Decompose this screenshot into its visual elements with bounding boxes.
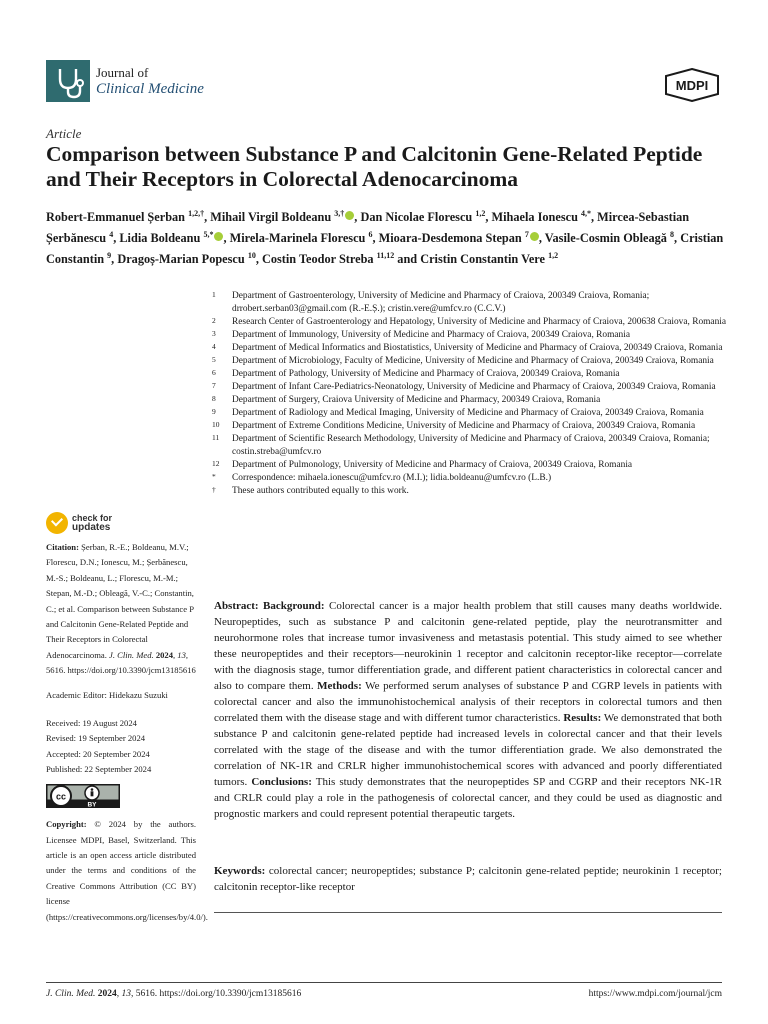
affiliation-number: 7 xyxy=(212,381,216,390)
citation-journal: J. Clin. Med. xyxy=(109,649,154,660)
author-affiliation-marker: 8 xyxy=(670,230,675,240)
affiliation-list xyxy=(212,290,727,498)
author-separator: , xyxy=(111,252,118,267)
abstract-label: Abstract: xyxy=(214,600,259,612)
affiliation-number: 6 xyxy=(212,368,216,377)
author-separator: , xyxy=(354,210,361,225)
orcid-icon[interactable] xyxy=(530,232,539,241)
author-affiliation-marker: 9 xyxy=(107,251,112,261)
cc-text: cc xyxy=(55,791,67,802)
stethoscope-icon xyxy=(46,60,90,102)
affiliation-item xyxy=(212,459,727,472)
affiliation-number: 10 xyxy=(212,420,220,429)
affiliation-text: Department of Scientific Research Methodology, University of Medicine and Pharmacy of Craiova, 200349 Craiova, Romania; costin.streba@umfcv.ro xyxy=(232,434,710,457)
affiliation-text: Department of Radiology and Medical Imaging, University of Medicine and Pharmacy of Craiova, 200349 Craiova, Romania xyxy=(232,408,704,418)
author-name[interactable]: Mihail Virgil Boldeanu xyxy=(210,210,332,225)
check-icon xyxy=(46,512,68,534)
affiliation-number: 9 xyxy=(212,407,216,416)
date-published: Published: 22 September 2024 xyxy=(46,764,152,775)
affiliation-number: 2 xyxy=(212,316,216,325)
affiliation-item xyxy=(212,407,727,420)
author-affiliation-marker: 10 xyxy=(247,251,256,261)
affiliation-item xyxy=(212,420,727,433)
orcid-icon[interactable] xyxy=(345,211,354,220)
author-affiliation-marker: 5,* xyxy=(203,230,214,240)
citation-year: 2024 xyxy=(155,649,173,660)
copyright-notice xyxy=(46,817,208,925)
methods-label: Methods: xyxy=(317,680,362,692)
author-separator: , xyxy=(113,231,120,246)
author-affiliation-marker: 1,2 xyxy=(548,251,559,261)
author-separator: , xyxy=(255,252,262,267)
affiliation-text: These authors contributed equally to this work. xyxy=(232,486,409,496)
abstract-results: We demonstrated that both substance P and calcitonin gene-related peptide had increased levels in colorectal cancer and that their levels correlated with the stage of the disease and with the tumor differentiation grade. We also demonstrated the correlation of NK-1R and CRLR higher immunohistochemical scores with advanced and poorly differentiated tumors. xyxy=(214,712,722,788)
by-text: BY xyxy=(87,800,97,808)
affiliation-number: 11 xyxy=(212,433,220,442)
author-name[interactable]: Dan Nicolae Florescu xyxy=(360,210,473,225)
author-name[interactable]: Dragoș-Marian Popescu xyxy=(117,252,245,267)
footer-journal-url[interactable]: https://www.mdpi.com/journal/jcm xyxy=(588,989,722,999)
affiliation-text: Department of Surgery, Craiova University of Medicine and Pharmacy, 200349 Craiova, Romania xyxy=(232,395,601,405)
check-updates-line1: check for xyxy=(72,513,113,523)
affiliation-item xyxy=(212,394,727,407)
citation: Citation: Șerban, R.-E.; Boldeanu, M.V.; Florescu, D.N.; Ionescu, M.; Șerbănescu, M.-S.; Boldeanu, L.; Florescu, M.-M.; Stepan, M.-D.; Obleagă, V.-C.; Constantin, C.; et al. Comparison between Substance P and Calcitonin Gene-Related Peptide and Their Receptors in Colorectal Adenocarcinoma. J. Clin. Med. 2024, 13, 5616. https://doi.org/10.3390/jcm13185616 xyxy=(46,542,196,676)
affiliation-text: Department of Gastroenterology, University of Medicine and Pharmacy of Craiova, 200349 Craiova, Romania; drrobert.serban03@gmail.com (R.-E.Ș.); cristin.vere@umfcv.ro (C.C.V.) xyxy=(232,291,650,314)
author-affiliation-marker: 1,2 xyxy=(475,209,486,218)
affiliation-text: Department of Extreme Conditions Medicine, University of Medicine and Pharmacy of Craiova, 200349 Craiova, Romania xyxy=(232,421,696,431)
author-separator: , xyxy=(485,210,492,225)
footer-citation: J. Clin. Med. 2024, 13, 5616. https://doi.org/10.3390/jcm13185616 xyxy=(46,989,302,999)
cc-by-license-badge[interactable] xyxy=(46,784,120,808)
keywords xyxy=(214,863,722,895)
author-affiliation-marker: 4,* xyxy=(580,209,591,218)
author-name[interactable]: Mioara-Desdemona Stepan xyxy=(378,231,522,246)
author-affiliation-marker: 1,2,† xyxy=(188,209,205,218)
affiliation-text: Department of Pathology, University of Medicine and Pharmacy of Craiova, 200349 Craiova, Romania xyxy=(232,369,620,379)
copyright-text: © 2024 by the authors. Licensee MDPI, Basel, Switzerland. This article is an open access article distributed under the terms and conditions of the Creative Commons Attribution (CC BY) license (https://creativecommons.org/licenses/by/4.0/). xyxy=(46,819,208,922)
author-name[interactable]: Mircea-Sebastian Șerbănescu xyxy=(46,210,690,246)
affiliation-item xyxy=(212,433,727,459)
citation-doi[interactable]: , 5616. https://doi.org/10.3390/jcm13185616 xyxy=(46,649,196,676)
affiliation-text: Department of Medical Informatics and Biostatistics, University of Medicine and Pharmacy of Craiova, 200349 Craiova, Romania xyxy=(232,343,723,353)
affiliation-number: 4 xyxy=(212,342,216,351)
author-affiliation-marker: 11,12 xyxy=(376,251,395,261)
person-icon xyxy=(91,788,94,791)
journal-logo xyxy=(46,60,90,102)
affiliation-item xyxy=(212,290,727,316)
affiliation-item xyxy=(212,485,727,498)
footer-divider xyxy=(46,982,722,983)
affiliation-number: 1 xyxy=(212,290,216,299)
abstract xyxy=(214,598,722,822)
author-affiliation-marker: 4 xyxy=(109,230,114,240)
affiliation-item xyxy=(212,381,727,394)
check-for-updates-button[interactable] xyxy=(46,512,126,536)
date-accepted: Accepted: 20 September 2024 xyxy=(46,748,150,759)
author-name[interactable]: Vasile-Cosmin Obleagă xyxy=(544,231,667,246)
author-name[interactable]: Robert-Emmanuel Șerban xyxy=(46,210,186,225)
author-name[interactable]: and Cristin Constantin Vere xyxy=(397,252,546,267)
affiliation-item xyxy=(212,472,727,485)
academic-editor: Academic Editor: Hidekazu Suzuki xyxy=(46,689,168,700)
affiliation-number: 5 xyxy=(212,355,216,364)
section-divider xyxy=(214,912,722,913)
article-type: Article xyxy=(46,126,82,141)
copyright-label: Copyright: xyxy=(46,819,87,830)
affiliation-number: 3 xyxy=(212,329,216,338)
affiliation-item xyxy=(212,316,727,329)
affiliation-text: Department of Infant Care-Pediatrics-Neonatology, University of Medicine and Pharmacy of Craiova, 200349 Craiova, Romania xyxy=(232,382,716,392)
journal-name-line2: Clinical Medicine xyxy=(96,81,204,97)
author-separator: , xyxy=(538,231,545,246)
author-affiliation-marker: 6 xyxy=(368,230,373,240)
paper-title: Comparison between Substance P and Calcitonin Gene-Related Peptide and Their Receptors in Colorectal Adenocarcinoma xyxy=(46,142,703,191)
affiliation-number: 8 xyxy=(212,394,216,403)
author-affiliation-marker: 3,† xyxy=(334,209,345,218)
background-label: Background: xyxy=(263,600,325,612)
journal-name-line1: Journal of xyxy=(96,65,149,80)
date-received: Received: 19 August 2024 xyxy=(46,718,137,729)
journal-name xyxy=(96,65,204,97)
author-affiliation-marker: 7 xyxy=(524,230,529,240)
article-info-column xyxy=(46,540,208,925)
affiliation-text: Department of Microbiology, Faculty of Medicine, University of Medicine and Pharmacy of Craiova, 200349 Craiova, Romania xyxy=(232,356,714,366)
author-separator: , xyxy=(204,210,211,225)
author-name[interactable]: Lidia Boldeanu xyxy=(119,231,201,246)
affiliation-text: Department of Immunology, University of Medicine and Pharmacy of Craiova, 200349 Craiova, Romania xyxy=(232,330,630,340)
mdpi-logo-text: MDPI xyxy=(675,78,709,93)
author-name[interactable]: Cristian Constantin xyxy=(46,231,724,267)
author-separator: , xyxy=(223,231,230,246)
footer-doi[interactable]: , 5616. https://doi.org/10.3390/jcm13185616 xyxy=(130,989,302,999)
citation-text: Șerban, R.-E.; Boldeanu, M.V.; Florescu, D.N.; Ionescu, M.; Șerbănescu, M.-S.; Boldeanu, L.; Florescu, M.-M.; Stepan, M.-D.; Obleagă, V.-C.; Constantin, C.; et al. Comparison between Substance P and Calcitonin Gene-Related Peptide and Their Receptors in Colorectal Adenocarcinoma. xyxy=(46,542,194,660)
affiliation-text: Correspondence: mihaela.ionescu@umfcv.ro (M.I.); lidia.boldeanu@umfcv.ro (L.B.) xyxy=(232,473,552,483)
author-separator: , xyxy=(674,231,681,246)
results-label: Results: xyxy=(563,712,602,724)
keywords-text: colorectal cancer; neuropeptides; substance P; calcitonin gene-related peptide; neurokinin 1 receptor; calcitonin receptor-like receptor xyxy=(214,865,722,893)
conclusions-label: Conclusions: xyxy=(251,776,312,788)
affiliation-number: † xyxy=(212,485,216,494)
footer-journal: J. Clin. Med. xyxy=(46,989,96,999)
check-updates-line2: updates xyxy=(72,522,111,533)
affiliation-number: * xyxy=(212,472,216,481)
author-name[interactable]: Costin Teodor Streba xyxy=(261,252,374,267)
abstract-methods: We performed serum analyses of substance P and CGRP levels in patients with colorectal cancer and also the immunohistochemical analysis of their receptors in colorectal tumors and then correlated them with the disease stage and with different tumor characteristics. xyxy=(214,680,723,724)
affiliation-item xyxy=(212,355,727,368)
affiliation-item xyxy=(212,342,727,355)
footer-year: 2024 xyxy=(97,989,117,999)
keywords-label: Keywords: xyxy=(214,865,266,877)
affiliation-item xyxy=(212,329,727,342)
author-separator: , xyxy=(372,231,379,246)
author-name[interactable]: Mihaela Ionescu xyxy=(491,210,578,225)
affiliation-text: Department of Pulmonology, University of Medicine and Pharmacy of Craiova, 200349 Craiova, Romania xyxy=(232,460,633,470)
affiliation-text: Research Center of Gastroenterology and Hepatology, University of Medicine and Pharmacy of Craiova, 200638 Craiova, Romania xyxy=(232,317,727,327)
mdpi-logo xyxy=(664,68,720,102)
abstract-conclusions: This study demonstrates that the neuropeptides SP and CGRP and their receptors NK-1R and CRLR could play a role in the pathogenesis of colorectal cancer, and they could be used as diagnostic and prognostic markers and could represent potential therapeutic targets. xyxy=(214,776,723,820)
citation-volume: 13 xyxy=(177,649,186,660)
date-revised: Revised: 19 September 2024 xyxy=(46,733,146,744)
author-name[interactable]: Mirela-Marinela Florescu xyxy=(229,231,366,246)
affiliation-item xyxy=(212,368,727,381)
affiliation-number: 12 xyxy=(212,459,220,468)
citation-label: Citation: xyxy=(46,542,79,552)
abstract-background: Colorectal cancer is a major health problem that still causes many deaths worldwide. Neuropeptides, such as substance P and calcitonin gene-related peptide, play the neurotransmitter and neurohormone roles that increase tumor invasiveness and metastasis potential. This study aimed to see whether these neuropeptides and their receptors—neurokinin 1 receptor and calcitonin receptor-like receptor—correlate with the diagnosis stage, tumor differentiation grade, and different patient characteristics in colorectal cancer and also to compare them. xyxy=(214,600,722,692)
author-list xyxy=(46,205,726,268)
author-separator: , xyxy=(590,210,598,225)
footer-volume: 13 xyxy=(121,989,131,999)
